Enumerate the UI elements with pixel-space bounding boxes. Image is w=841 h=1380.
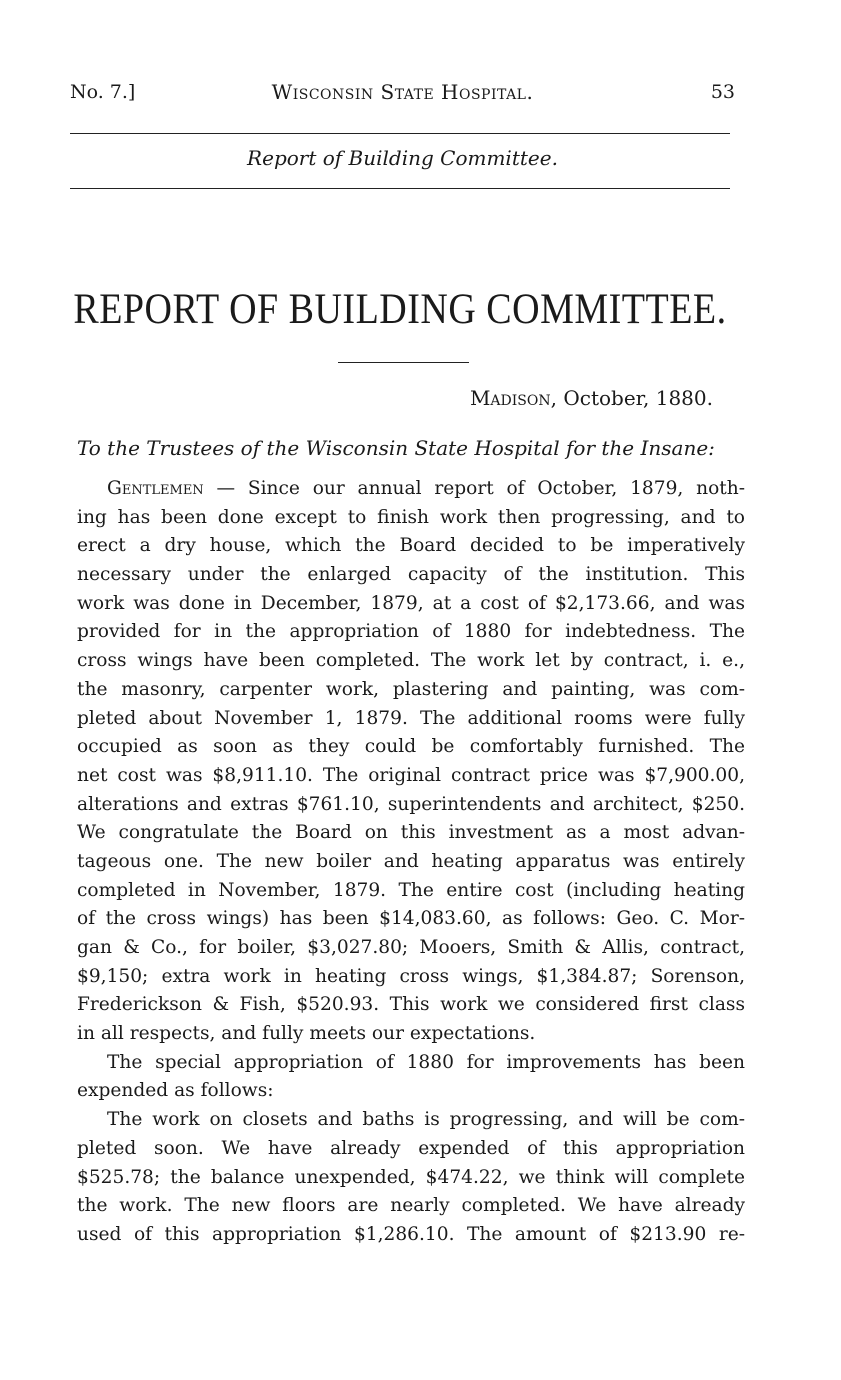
text-line: expended as follows: bbox=[77, 1080, 274, 1102]
text-line: in all respects, and fully meets our expectations. bbox=[77, 1023, 536, 1045]
text-line: gan & Co., for boiler, $3,027.80; Mooers, Smith & Allis, contract, bbox=[77, 937, 745, 958]
text-line: erect a dry house, which the Board decided to be imperatively bbox=[77, 535, 745, 557]
text-line: tageous one. The new boiler and heating apparatus was entirely bbox=[77, 850, 745, 872]
paragraph bbox=[77, 1106, 745, 1249]
text-line: alterations and extras $761.10, superintendents and architect, $250. bbox=[77, 793, 745, 815]
salutation-lead: Gentlemen bbox=[107, 478, 204, 499]
salutation: To the Trustees of the Wisconsin State Hospital for the Insane: bbox=[77, 436, 715, 460]
text-line: $9,150; extra work in heating cross wings, $1,384.87; Sorenson, bbox=[77, 965, 745, 987]
subhead-rule bbox=[70, 188, 730, 189]
dateline-place: Madison, bbox=[469, 386, 557, 410]
text-line: net cost was $8,911.10. The original contract price was $7,900.00, bbox=[77, 764, 745, 786]
page-number: 53 bbox=[710, 81, 735, 103]
text-line: Frederickson & Fish, $520.93. This work we considered first class bbox=[77, 994, 745, 1016]
paragraph bbox=[77, 1049, 745, 1106]
text-line: We congratulate the Board on this investment as a most advan- bbox=[77, 822, 745, 844]
title-divider bbox=[338, 362, 469, 363]
running-head bbox=[70, 78, 735, 106]
text-line: work was done in December, 1879, at a cost of $2,173.66, and was bbox=[77, 592, 745, 614]
section-subhead: Report of Building Committee. bbox=[247, 146, 558, 170]
text-line: The work on closets and baths is progressing, and will be com- bbox=[107, 1109, 745, 1131]
text-line: occupied as soon as they could be comfortably furnished. The bbox=[77, 736, 745, 758]
text-line: ing has been done except to finish work then progressing, and to bbox=[77, 506, 745, 528]
text-line: cross wings have been completed. The work let by contract, i. e., bbox=[77, 650, 745, 672]
text-line: necessary under the enlarged capacity of the institution. This bbox=[77, 564, 745, 586]
report-body bbox=[77, 475, 745, 1250]
text-line: the masonry, carpenter work, plastering and painting, was com- bbox=[77, 678, 745, 700]
text-line: The special appropriation of 1880 for improvements has been bbox=[107, 1051, 745, 1073]
text-line: the work. The new floors are nearly completed. We have already bbox=[77, 1195, 745, 1217]
text-line: pleted soon. We have already expended of this appropriation bbox=[77, 1137, 745, 1159]
text-line: provided for in the appropriation of 1880 for indebtedness. The bbox=[77, 621, 745, 643]
paragraph bbox=[77, 475, 745, 1049]
text-line: of the cross wings) has been $14,083.60, as follows: Geo. C. Mor- bbox=[77, 908, 745, 930]
text-line: used of this appropriation $1,286.10. The amount of $213.90 re- bbox=[77, 1223, 745, 1245]
text-line: pleted about November 1, 1879. The additional rooms were fully bbox=[77, 707, 745, 729]
text-line: $525.78; the balance unexpended, $474.22, we think will complete bbox=[77, 1166, 745, 1188]
report-title: REPORT OF BUILDING COMMITTEE. bbox=[73, 285, 727, 334]
text-line: completed in November, 1879. The entire cost (including heating bbox=[77, 879, 745, 901]
dateline bbox=[470, 386, 713, 410]
dateline-date: October, 1880. bbox=[563, 386, 713, 410]
top-rule bbox=[70, 133, 730, 134]
document-number: No. 7.] bbox=[70, 81, 136, 103]
running-head-title: Wisconsin State Hospital. bbox=[271, 80, 534, 104]
text-line: Gentlemen — Since our annual report of October, 1879, noth- bbox=[107, 478, 745, 499]
